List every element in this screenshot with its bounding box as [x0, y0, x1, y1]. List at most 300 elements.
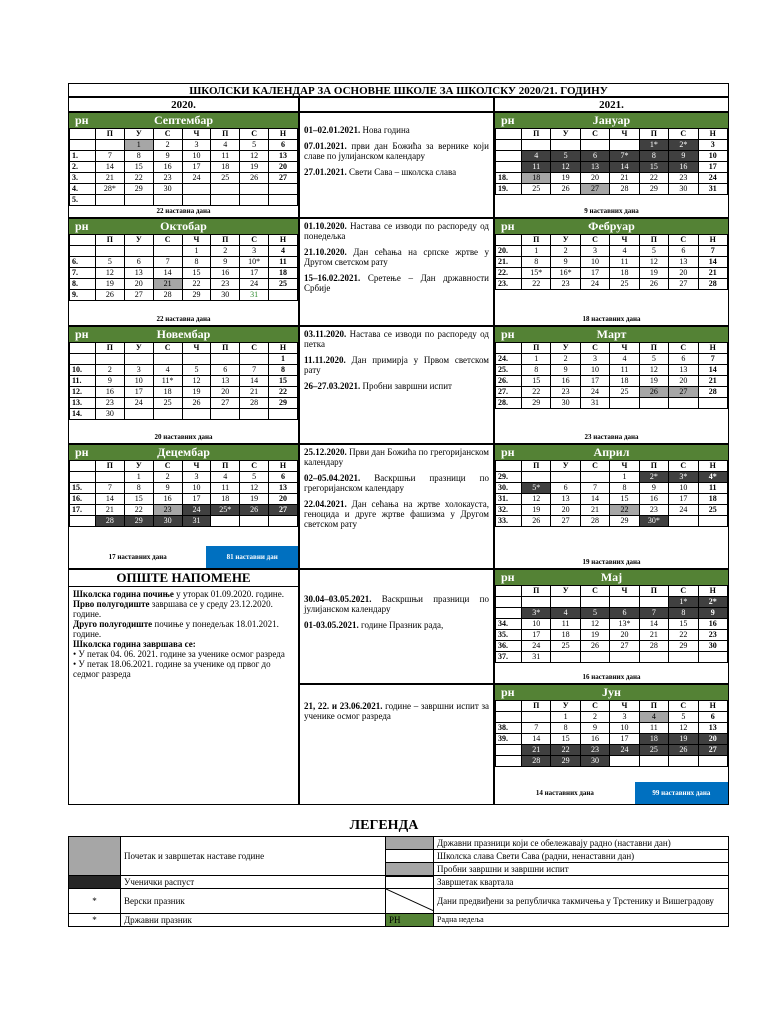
- semester-total: 81 наставни дан: [206, 546, 298, 568]
- day-cell: 30: [669, 184, 698, 195]
- day-cell: 26: [182, 398, 211, 409]
- day-cell: 11*: [153, 376, 182, 387]
- weekday-header: Н: [698, 129, 727, 140]
- day-cell: [669, 756, 698, 767]
- week-row: [496, 365, 728, 376]
- day-cell: [182, 184, 211, 195]
- weekday-header: П: [522, 235, 551, 246]
- week-number: 22.: [496, 268, 522, 279]
- day-cell: [269, 409, 298, 420]
- week-number-header: рн: [75, 445, 89, 459]
- weekday-header: Н: [698, 701, 727, 712]
- day-cell: 2: [580, 712, 609, 723]
- day-cell: 13: [551, 494, 580, 505]
- day-cell: 7*: [610, 151, 639, 162]
- day-cell: 13: [269, 151, 298, 162]
- week-number: [496, 756, 522, 767]
- week-row: [496, 652, 728, 663]
- note-school-end-label: Школска година завршава се:: [73, 639, 196, 649]
- day-cell: 4*: [698, 472, 727, 483]
- notes-block: [299, 112, 494, 218]
- day-cell: 18: [551, 630, 580, 641]
- day-cell: 10: [182, 151, 211, 162]
- day-cell: 30: [96, 409, 125, 420]
- day-cell: 19: [551, 173, 580, 184]
- corner-cell: [496, 701, 522, 712]
- day-cell: 14: [240, 376, 269, 387]
- week-row: [70, 387, 298, 398]
- week-row: [496, 279, 728, 290]
- day-cell: 26: [522, 516, 551, 527]
- note-text: Дан сећања на жртве холокауста, геноцида и друге жртве фашизма у Другом светском рату: [304, 499, 489, 529]
- week-number: 27.: [496, 387, 522, 398]
- note-item: [304, 594, 489, 614]
- legend-r3: Пробни завршни и завршни испит: [434, 863, 729, 876]
- week-number: 32.: [496, 505, 522, 516]
- day-cell: 28: [698, 387, 727, 398]
- day-cell: 27: [269, 505, 298, 516]
- week-row: [70, 279, 298, 290]
- weekday-header: С: [580, 586, 609, 597]
- day-cell: 12: [240, 151, 269, 162]
- day-cell: 10*: [240, 257, 269, 268]
- weekday-header: Ч: [182, 461, 211, 472]
- day-cell: 7: [153, 257, 182, 268]
- month-header: [69, 113, 298, 128]
- day-cell: 29: [124, 184, 153, 195]
- year-left: 2020.: [68, 97, 299, 112]
- day-cell: [639, 652, 668, 663]
- week-number-header: рн: [75, 219, 89, 233]
- day-cell: 23: [153, 505, 182, 516]
- weekday-header: С: [580, 343, 609, 354]
- weekday-header: С: [669, 343, 698, 354]
- week-number: 28.: [496, 398, 522, 409]
- note-end-grade1-7: • У петак 18.06.2021. године за ученике од првог до седмог разреда: [73, 659, 271, 679]
- day-cell: 13: [669, 257, 698, 268]
- week-row: [496, 712, 728, 723]
- note-school-start: у уторак 01.09.2020. године.: [173, 589, 284, 599]
- day-cell: 11: [211, 483, 240, 494]
- weekday-header: У: [124, 129, 153, 140]
- day-cell: 8: [182, 257, 211, 268]
- day-cell: 29: [551, 756, 580, 767]
- day-cell: 24: [240, 279, 269, 290]
- day-cell: 29: [639, 184, 668, 195]
- day-cell: 28: [698, 279, 727, 290]
- note-date: 25.12.2020.: [304, 447, 347, 457]
- day-cell: 24: [698, 173, 727, 184]
- note-item: [304, 273, 489, 293]
- note-date: 01–02.01.2021.: [304, 125, 361, 135]
- day-cell: 5: [669, 712, 698, 723]
- day-cell: 5*: [522, 483, 551, 494]
- day-cell: 26: [669, 745, 698, 756]
- weekday-header: С: [153, 235, 182, 246]
- day-cell: [96, 472, 125, 483]
- teaching-days-count: 22 наставна дана: [156, 315, 211, 323]
- day-cell: 9: [211, 257, 240, 268]
- week-number: [496, 597, 522, 608]
- week-number: 20.: [496, 246, 522, 257]
- day-cell: 10: [698, 151, 727, 162]
- legend-break: Ученички распуст: [121, 876, 386, 889]
- day-cell: 1: [522, 354, 551, 365]
- day-cell: 14: [96, 162, 125, 173]
- corner-cell: [496, 343, 522, 354]
- day-cell: 30*: [639, 516, 668, 527]
- day-cell: 6: [269, 472, 298, 483]
- week-number: 4.: [70, 184, 96, 195]
- week-number: 3.: [70, 173, 96, 184]
- day-cell: 10: [669, 483, 698, 494]
- day-cell: 29: [669, 641, 698, 652]
- day-cell: 12: [639, 257, 668, 268]
- month-october: [68, 218, 299, 326]
- day-cell: 19: [182, 387, 211, 398]
- day-cell: 25*: [211, 505, 240, 516]
- weekday-header: П: [639, 129, 668, 140]
- day-cell: 15: [551, 734, 580, 745]
- note-first-term: завршава се у среду 23.12.2020. године.: [73, 599, 273, 619]
- day-cell: 13: [269, 483, 298, 494]
- teaching-days-count: 18 наставних дана: [582, 315, 641, 323]
- day-cell: 1: [610, 472, 639, 483]
- note-first-term-label: Прво полугодиште: [73, 599, 150, 609]
- page-title: ШКОЛСКИ КАЛЕНДАР ЗА ОСНОВНЕ ШКОЛЕ ЗА ШКОЛСКУ 2020/21. ГОДИНУ: [68, 83, 729, 97]
- day-cell: 29: [182, 290, 211, 301]
- day-cell: 2*: [639, 472, 668, 483]
- legend-star-state: *: [69, 914, 121, 927]
- weekday-header: П: [522, 129, 551, 140]
- week-row: [496, 354, 728, 365]
- notes-block: [299, 218, 494, 326]
- day-cell: [551, 652, 580, 663]
- month-name: Септембар: [153, 113, 214, 127]
- day-cell: 16: [153, 162, 182, 173]
- legend-religious: Верски празник: [121, 889, 386, 914]
- day-cell: [669, 516, 698, 527]
- day-cell: 20: [211, 387, 240, 398]
- day-cell: 31: [240, 290, 269, 301]
- day-cell: 30: [153, 184, 182, 195]
- day-cell: 9: [96, 376, 125, 387]
- legend-star-religious: *: [69, 889, 121, 914]
- day-cell: 5: [580, 608, 609, 619]
- note-item: [304, 620, 489, 630]
- month-header: [495, 445, 728, 460]
- day-cell: 8: [669, 608, 698, 619]
- note-text: године Празник рада,: [358, 620, 444, 630]
- week-row: [496, 246, 728, 257]
- teaching-days-count: 19 наставних дана: [582, 558, 641, 566]
- weekday-header: П: [522, 586, 551, 597]
- day-cell: 10: [182, 483, 211, 494]
- day-cell: 4: [610, 354, 639, 365]
- day-cell: 23: [639, 505, 668, 516]
- day-cell: 8: [522, 365, 551, 376]
- note-text: Нова година: [360, 125, 410, 135]
- day-cell: 29: [522, 398, 551, 409]
- day-cell: 2: [96, 365, 125, 376]
- day-cell: 9: [551, 257, 580, 268]
- week-row: [70, 365, 298, 376]
- corner-cell: [70, 235, 96, 246]
- day-cell: [698, 516, 727, 527]
- weekday-header: Н: [269, 343, 298, 354]
- day-cell: [610, 398, 639, 409]
- day-cell: 12: [96, 268, 125, 279]
- day-cell: 7: [580, 483, 609, 494]
- day-cell: 18: [639, 734, 668, 745]
- legend-r5: Дани предвиђени за републичка такмичења у Трстенику и Вишеградову: [434, 889, 729, 914]
- note-date: 26–27.03.2021.: [304, 381, 361, 391]
- day-cell: 1: [522, 246, 551, 257]
- day-cell: 14: [698, 257, 727, 268]
- day-cell: 17: [610, 734, 639, 745]
- day-cell: 6: [580, 151, 609, 162]
- month-april: [494, 444, 729, 569]
- week-row: [70, 494, 298, 505]
- weekday-header: П: [211, 343, 240, 354]
- day-cell: 1: [124, 140, 153, 151]
- weekday-header: С: [669, 461, 698, 472]
- teaching-days-count: 16 наставних дана: [582, 673, 641, 681]
- day-cell: 22: [522, 279, 551, 290]
- day-cell: 18: [698, 494, 727, 505]
- day-cell: 9: [153, 151, 182, 162]
- week-number: 37.: [496, 652, 522, 663]
- weekday-header: Н: [269, 461, 298, 472]
- day-cell: [240, 354, 269, 365]
- week-number: 1.: [70, 151, 96, 162]
- day-cell: 11: [522, 162, 551, 173]
- day-cell: 5: [639, 246, 668, 257]
- week-number: 39.: [496, 734, 522, 745]
- day-cell: 8: [124, 483, 153, 494]
- notes-block: [299, 684, 494, 805]
- day-cell: 26: [551, 184, 580, 195]
- day-cell: 14: [153, 268, 182, 279]
- week-number: 24.: [496, 354, 522, 365]
- day-cell: 14: [610, 162, 639, 173]
- day-cell: 2: [551, 354, 580, 365]
- day-cell: [522, 597, 551, 608]
- day-cell: 5: [639, 354, 668, 365]
- day-cell: 20: [124, 279, 153, 290]
- month-grid: [495, 585, 728, 663]
- day-cell: 27: [698, 745, 727, 756]
- day-cell: [269, 290, 298, 301]
- week-row: [70, 184, 298, 195]
- week-number-header: рн: [75, 113, 89, 127]
- day-cell: 25: [610, 387, 639, 398]
- day-cell: 16: [698, 619, 727, 630]
- day-cell: 7: [96, 151, 125, 162]
- note-item: [304, 125, 489, 135]
- week-number: 16.: [70, 494, 96, 505]
- corner-cell: [70, 129, 96, 140]
- day-cell: 6: [698, 712, 727, 723]
- month-name: Новембар: [156, 327, 211, 341]
- day-cell: 4: [269, 246, 298, 257]
- day-cell: 13: [211, 376, 240, 387]
- week-number: 23.: [496, 279, 522, 290]
- day-cell: 29: [124, 516, 153, 527]
- week-number: 36.: [496, 641, 522, 652]
- note-item: [304, 499, 489, 529]
- day-cell: 30: [153, 516, 182, 527]
- day-cell: 11: [698, 483, 727, 494]
- weekday-header: У: [551, 586, 580, 597]
- day-cell: 20: [580, 173, 609, 184]
- weekday-header: Н: [698, 461, 727, 472]
- week-row: [70, 483, 298, 494]
- week-number: 34.: [496, 619, 522, 630]
- weekday-header: П: [522, 343, 551, 354]
- day-cell: 21: [698, 376, 727, 387]
- day-cell: 8: [639, 151, 668, 162]
- day-cell: 16: [153, 494, 182, 505]
- weekday-header: П: [639, 461, 668, 472]
- day-cell: 22: [522, 387, 551, 398]
- day-cell: 24: [124, 398, 153, 409]
- day-cell: [269, 184, 298, 195]
- legend-table: [68, 836, 729, 927]
- day-cell: 17: [698, 162, 727, 173]
- note-date: 01.10.2020.: [304, 221, 347, 231]
- week-number-header: рн: [501, 570, 515, 584]
- semester-total: 99 наставних дана: [635, 782, 728, 804]
- legend-r1: Државни празници који се обележавају радно (наставни дан): [434, 837, 729, 850]
- day-cell: 7: [639, 608, 668, 619]
- month-september: [68, 112, 299, 218]
- day-cell: 11: [639, 723, 668, 734]
- weekday-header: У: [124, 235, 153, 246]
- day-cell: 19: [639, 376, 668, 387]
- day-cell: 23: [153, 173, 182, 184]
- month-name: Март: [596, 327, 627, 341]
- month-header: [495, 219, 728, 234]
- day-cell: [124, 195, 153, 206]
- day-cell: 9: [669, 151, 698, 162]
- week-number: [70, 472, 96, 483]
- day-cell: [124, 246, 153, 257]
- week-row: [496, 608, 728, 619]
- note-text: Васкршњи празници по јулијанском календару: [304, 594, 489, 614]
- general-notes: [68, 569, 299, 805]
- day-cell: 30: [211, 290, 240, 301]
- day-cell: 26: [240, 173, 269, 184]
- legend-state: Државни празник: [121, 914, 386, 927]
- note-text: Свети Сава – школска слава: [346, 167, 457, 177]
- weekday-header: Ч: [182, 235, 211, 246]
- day-cell: 4: [153, 365, 182, 376]
- week-number: [496, 140, 522, 151]
- day-cell: 30: [698, 641, 727, 652]
- day-cell: 1: [551, 712, 580, 723]
- legend-swatch-r3: [386, 863, 434, 876]
- day-cell: 6: [610, 608, 639, 619]
- day-cell: [211, 184, 240, 195]
- day-cell: 14: [698, 365, 727, 376]
- week-row: [496, 516, 728, 527]
- week-number: 30.: [496, 483, 522, 494]
- week-number: 38.: [496, 723, 522, 734]
- week-row: [496, 505, 728, 516]
- weekday-header: С: [580, 701, 609, 712]
- day-cell: 21: [153, 279, 182, 290]
- week-row: [70, 354, 298, 365]
- weekday-header: Н: [698, 343, 727, 354]
- day-cell: 10: [522, 619, 551, 630]
- weekday-header: Н: [269, 129, 298, 140]
- day-cell: 12: [669, 723, 698, 734]
- day-cell: 6: [124, 257, 153, 268]
- day-cell: 20: [669, 376, 698, 387]
- day-cell: 8: [610, 483, 639, 494]
- day-cell: 3: [580, 246, 609, 257]
- day-cell: 17: [580, 268, 609, 279]
- day-cell: 14: [96, 494, 125, 505]
- week-row: [70, 505, 298, 516]
- day-cell: 7: [96, 483, 125, 494]
- week-number: 33.: [496, 516, 522, 527]
- day-cell: 17: [240, 268, 269, 279]
- day-cell: 17: [522, 630, 551, 641]
- day-cell: [698, 398, 727, 409]
- week-number-header: рн: [501, 327, 515, 341]
- legend-swatch-r2: [386, 850, 434, 863]
- day-cell: 25: [211, 173, 240, 184]
- weekday-header: У: [551, 235, 580, 246]
- weekday-header: Н: [269, 235, 298, 246]
- day-cell: 19: [580, 630, 609, 641]
- month-name: Април: [593, 445, 630, 459]
- day-cell: 19: [669, 734, 698, 745]
- day-cell: [639, 398, 668, 409]
- day-cell: [240, 516, 269, 527]
- week-number: 9.: [70, 290, 96, 301]
- weekday-header: Ч: [610, 235, 639, 246]
- legend-swatch-r1: [386, 837, 434, 850]
- day-cell: 10: [580, 257, 609, 268]
- day-cell: 13: [580, 162, 609, 173]
- day-cell: 20: [610, 630, 639, 641]
- month-march: [494, 326, 729, 444]
- week-row: [496, 494, 728, 505]
- day-cell: 25: [610, 279, 639, 290]
- week-row: [70, 173, 298, 184]
- month-january: [494, 112, 729, 218]
- day-cell: 22: [551, 745, 580, 756]
- day-cell: 6: [551, 483, 580, 494]
- day-cell: 13*: [610, 619, 639, 630]
- day-cell: 16: [669, 162, 698, 173]
- day-cell: 10: [124, 376, 153, 387]
- note-item: [304, 167, 489, 177]
- week-row: [496, 619, 728, 630]
- month-grid: [495, 460, 728, 527]
- day-cell: 11: [211, 151, 240, 162]
- week-row: [70, 140, 298, 151]
- day-cell: 15: [610, 494, 639, 505]
- week-number: 17.: [70, 505, 96, 516]
- weekday-header: П: [639, 235, 668, 246]
- note-text: Први дан Божића по грегоријанском календару: [304, 447, 489, 467]
- day-cell: [182, 409, 211, 420]
- week-row: [496, 268, 728, 279]
